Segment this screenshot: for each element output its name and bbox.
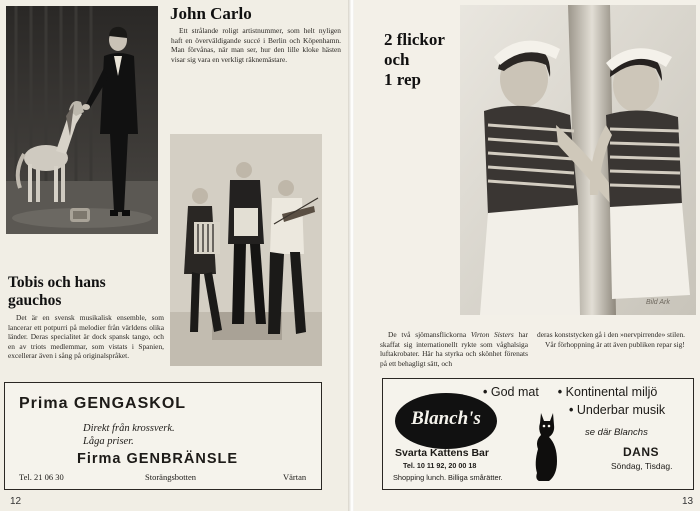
tobis-title-line2: gauchos xyxy=(8,292,62,309)
bullet-row-2 xyxy=(483,401,689,419)
sisters-text-col2-b: stilen. xyxy=(667,330,686,339)
bullet-underbar: Underbar musik xyxy=(576,403,666,417)
black-cat-icon xyxy=(533,409,561,483)
ad-name-line xyxy=(19,395,186,413)
blanchs-logo xyxy=(395,393,497,449)
sisters-text-col1 xyxy=(380,330,528,368)
sisters-text-col2-em: »nervpirrende» xyxy=(620,330,666,339)
sisters-title-line3: 1 rep xyxy=(384,70,421,89)
ad-line2: Låga priser. xyxy=(83,436,134,447)
ad-name-main: GENGASKOL xyxy=(73,395,187,412)
right-page-number: 13 xyxy=(682,496,694,507)
ad-dans: DANS xyxy=(623,445,660,459)
ad-area: Värtan xyxy=(283,472,307,482)
tobis-title-line1: Tobis och hans xyxy=(8,274,106,291)
sisters-title-line2: och xyxy=(384,50,410,69)
sisters-title-line1: 2 flickor xyxy=(384,30,445,49)
ad-firm-main: GENBRÄNSLE xyxy=(126,451,239,467)
right-page xyxy=(354,0,700,511)
left-page-number: 12 xyxy=(10,496,22,507)
ad-days: Söndag, Tisdag. xyxy=(611,461,673,471)
bullet-dot-icon: • xyxy=(557,385,563,399)
sisters-text-col1-name: Virton Sisters xyxy=(470,330,514,339)
john-carlo-text: Ett strålande roligt artistnummer, som helt nyligen haft en överväldigande succé i Berlin och Köpenhamn. Man förvånas, när man ser, hur den lille kloke hästen visar sig vara en verkligt räknemästare. xyxy=(171,26,341,64)
ad-firm-line xyxy=(77,451,238,467)
bullet-dot-icon: • xyxy=(569,403,574,417)
tobis-text: Det är en svensk musikalisk ensemble, som lancerar ett potpurri på melodier från världens olika länder. Deras specialitet är dock spansk tango, och en av triots medlemmar, som vistats i Spanien, excellerar även i sång på originalspråket. xyxy=(8,313,164,361)
ad-line1: Direkt från krossverk. xyxy=(83,423,175,434)
bullet-dot-icon: • xyxy=(483,385,488,399)
bullet-list xyxy=(483,383,689,419)
bar-shopping: Shopping lunch. Billiga smårätter. xyxy=(393,473,503,482)
ad-street: Storängsbotten xyxy=(145,472,196,482)
bullet-god-mat: God mat xyxy=(490,385,539,399)
sisters-text-col1-a: De två sjömansflickorna xyxy=(388,330,467,339)
gengaskol-ad xyxy=(4,382,322,490)
photo-caption: Bild Ark xyxy=(646,299,670,306)
john-carlo-title: John Carlo xyxy=(170,4,252,23)
ad-tel: Tel. 21 06 30 xyxy=(19,472,64,482)
sisters-text-col2-c: Vår förhoppning är att även publiken repar sig! xyxy=(545,339,685,349)
tobis-photo xyxy=(170,134,322,366)
sisters-text-col2 xyxy=(537,330,687,349)
ad-firm-prefix: Firma xyxy=(77,451,122,467)
sisters-text-col2-a: deras konststycken gå i den xyxy=(537,330,619,339)
john-carlo-photo xyxy=(6,6,158,234)
ad-name-prefix: Prima xyxy=(19,395,69,412)
ad-tagline: se där Blanchs xyxy=(585,427,648,438)
bullet-kontinental: Kontinental miljö xyxy=(565,385,658,399)
bar-name: Svarta Kattens Bar xyxy=(395,447,489,459)
bar-phones: Tel. 10 11 92, 20 00 18 xyxy=(403,461,477,470)
blanchs-ad xyxy=(382,378,694,490)
virton-sisters-photo xyxy=(460,5,696,315)
sisters-text-col1-b: har skaffat sig internationellt rykte som våghalsiga luftakrobater. Här ha styrka och skönhet förenats på ett behagligt sätt, och xyxy=(380,330,528,368)
blanchs-logo-text: Blanch's xyxy=(411,408,481,429)
bullet-row-1 xyxy=(483,383,689,401)
